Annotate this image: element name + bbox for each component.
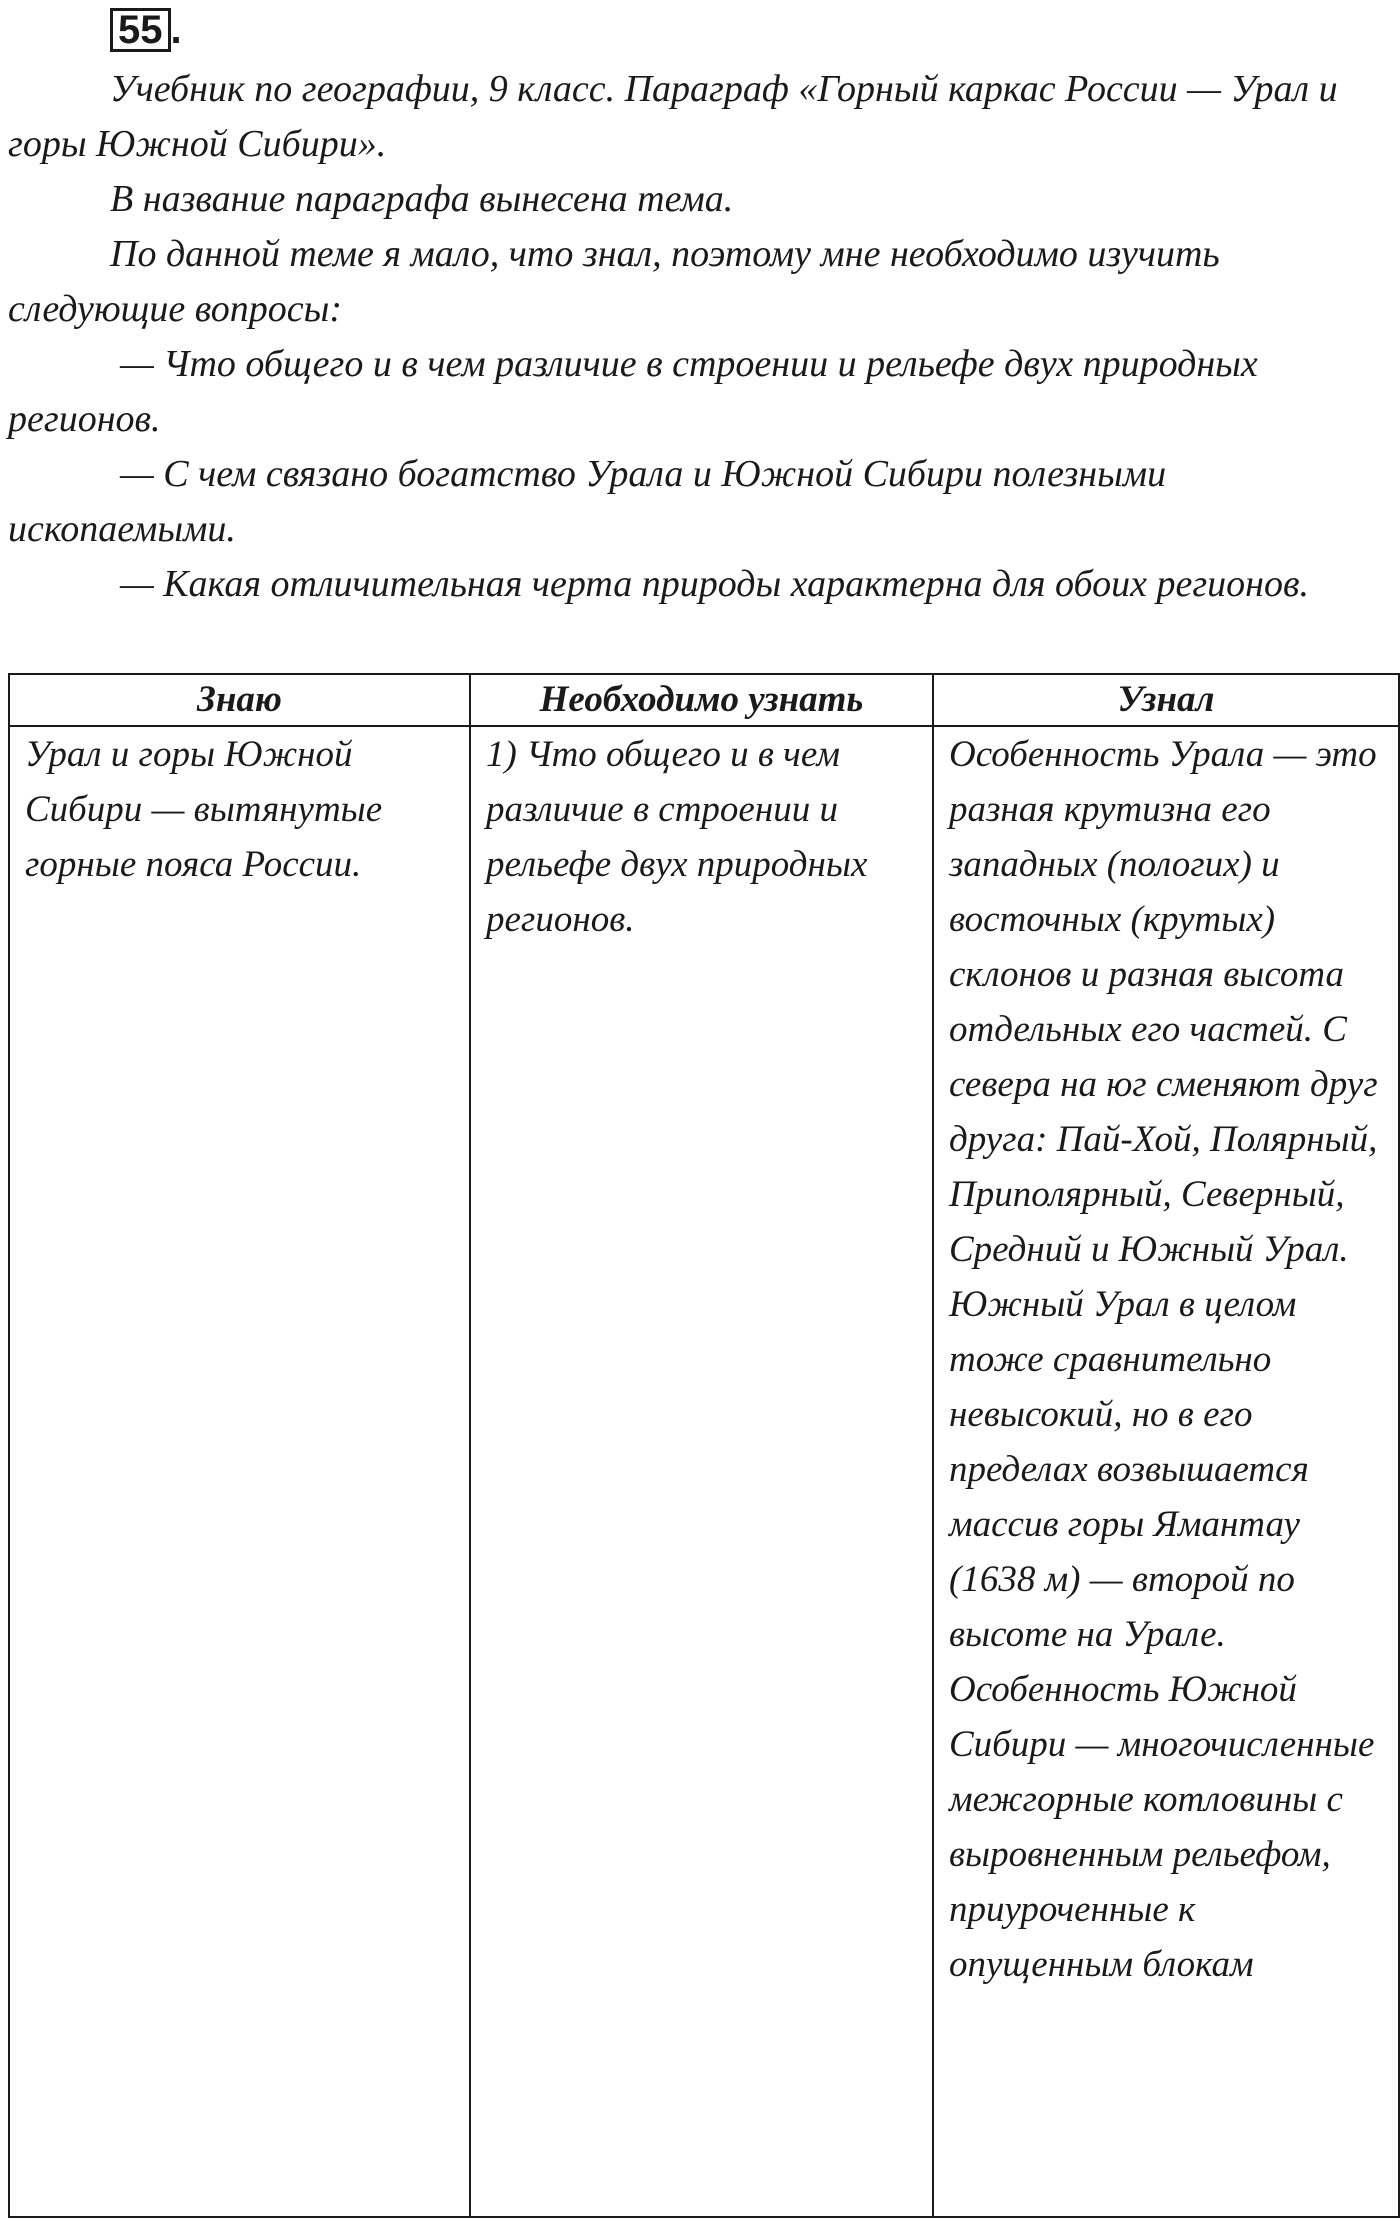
intro-topic: В название параграфа вынесена тема. [110,178,734,220]
task-number-box [110,8,171,52]
kwl-table [8,673,1400,2218]
intro-source: Учебник по географии, 9 класс. Параграф «Горный каркас России — Урал и горы Южной Сибири». [8,68,1338,165]
cell-know: Урал и горы Южной Сибири — вытянутые горные пояса России. [9,726,470,2217]
table-header-row [9,674,1399,726]
header-learned: Узнал [933,674,1399,726]
intro-question-1: — Что общего и в чем различие в строении и рельефе двух природных регионов. [8,343,1258,440]
header-know: Знаю [9,674,470,726]
intro-lead: По данной теме я мало, что знал, поэтому мне необходимо изучить следующие вопросы: [8,233,1220,330]
task-number: 55 . [110,8,182,52]
task-number-value: 55 [118,8,163,52]
intro-text [8,62,1393,612]
intro-question-3: — Какая отличительная черта природы характерна для обоих регионов. [120,563,1310,605]
table-row [9,726,1399,2217]
header-need-to-learn: Необходимо узнать [470,674,933,726]
intro-question-2: — С чем связано богатство Урала и Южной Сибири полезными ископаемыми. [8,453,1167,550]
cell-learned: Особенность Урала — это разная крутизна его западных (пологих) и восточных (крутых) склонов и разная высота отдельных его частей. С севера на юг сменяют друг друга: Пай-Хой, Полярный, Приполярный, Северный, Средний и Южный Урал. Южный Урал в целом тоже сравнительно невысокий, но в его пределах возвышается массив горы Ямантау (1638 м) — второй по высоте на Урале. Особенность Южной Сибири — многочисленные межгорные котловины с выровненным рельефом, приуроченные к опущенным блокам [933,726,1399,2217]
cell-need-to-learn: 1) Что общего и в чем различие в строении и рельефе двух природных регионов. [470,726,933,2217]
